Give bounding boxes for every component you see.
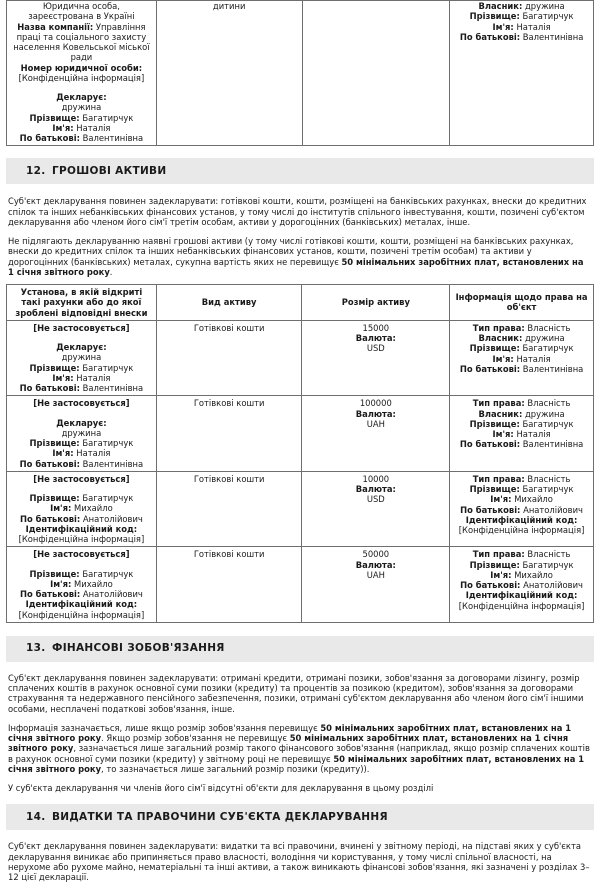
- surname-label: Прізвище:: [469, 559, 520, 570]
- section-13-intro: Суб'єкт декларування повинен задекларувати: отримані кредити, отримані позики, зобов'язання за договорами лізингу, розмір сплачених коштів в рахунок основної суми позики (кредиту) та процентів за позикою (кредитом), зобов'язання за договорами страхування та недержавного пенсійного забезпечення, позики, отримані суб'єктом декларування або членом його сім'ї іншими особами, несплачені податкові зобов'язання, інше.: [8, 672, 584, 714]
- section-12-header: [6, 158, 594, 184]
- patronymic-value: Анатолійович: [82, 589, 143, 599]
- not-applicable-text: [Не застосовується]: [33, 398, 130, 409]
- surname-label: Прізвище:: [29, 362, 80, 373]
- name-label: Ім'я:: [492, 353, 514, 364]
- surname-value: Багатирчук: [522, 418, 574, 429]
- patronymic-label: По батькові:: [459, 439, 521, 450]
- name-label: Ім'я:: [490, 569, 512, 580]
- legal-number-value: [Конфіденційна інформація]: [18, 72, 145, 83]
- patronymic-value: Валентинівна: [522, 363, 584, 374]
- previous-section-table-fragment: [6, 0, 594, 146]
- section-12-intro: Суб'єкт декларування повинен задекларувати: готівкові кошти, кошти, розміщені на банківських рахунках, внески до кредитних спілок та інших небанківських фінансових установ, у тому числі до інститутів спільного інвестування, кошти, позичені суб'єктом декларування або членом його сім'ї третім особам, активи у дорогоцінних (банківських) металах, інше.: [8, 196, 587, 227]
- id-code-label: Ідентифікаційний код:: [465, 590, 578, 601]
- right-type-value: Власність: [527, 398, 571, 409]
- amount-value: 50000: [362, 549, 390, 560]
- id-code-label: Ідентифікаційний код:: [25, 599, 138, 610]
- section-13-note: [6, 723, 594, 774]
- surname-value: Багатирчук: [522, 559, 574, 570]
- monetary-assets-table: [6, 284, 594, 623]
- column-header-asset-size: Розмір активу: [302, 285, 450, 321]
- note-text: . Якщо розмір зобов'язання не перевищує: [101, 733, 290, 743]
- table-row: [7, 396, 594, 472]
- not-applicable-text: [Не застосовується]: [33, 322, 130, 333]
- declarant-label: Декларує:: [56, 417, 107, 428]
- table-row: [7, 547, 594, 623]
- note-bold-text: 50 мінімальних заробітних плат, встановлених на 1 січня звітного року: [8, 733, 569, 754]
- note-text: , зазначається лише загальний розмір такого фінансового зобов'язання (наприклад, якщо розмір сплачених коштів в рахунок основної суми позики (кредиту) у звітному році не перевищує: [8, 743, 590, 764]
- name-value: Михайло: [514, 569, 553, 580]
- surname-value: Багатирчук: [82, 438, 134, 448]
- surname-value: Багатирчук: [522, 11, 574, 22]
- note-bold-text: 50 мінімальних заробітних плат, встановлених на 1 січня звітного року: [8, 753, 585, 774]
- section-title: ГРОШОВІ АКТИВИ: [52, 164, 167, 177]
- company-value: Управління праці та соціального захисту населення Ковельської міської ради: [13, 21, 150, 63]
- institution-cell: [7, 320, 157, 396]
- legal-form-text: Юридична особа, зареєстрована в Україні: [28, 1, 135, 22]
- name-label: Ім'я:: [52, 372, 74, 383]
- table-row: [7, 1, 594, 146]
- surname-value: Багатирчук: [82, 362, 134, 373]
- currency-value: USD: [366, 343, 385, 354]
- currency-value: USD: [366, 494, 385, 505]
- owner-value: дружина: [524, 333, 565, 343]
- id-code-value: [Конфіденційна інформація]: [18, 534, 145, 544]
- asset-type-cell: Готівкові кошти: [156, 471, 302, 547]
- name-value: Михайло: [74, 503, 113, 514]
- table-row: [7, 320, 594, 396]
- patronymic-label: По батькові:: [19, 458, 80, 469]
- name-label: Ім'я:: [492, 429, 514, 439]
- right-info-cell: [450, 471, 594, 547]
- name-label: Ім'я:: [52, 122, 74, 133]
- name-value: Михайло: [74, 578, 113, 589]
- name-label: Ім'я:: [50, 578, 72, 589]
- right-type-label: Тип права:: [472, 398, 525, 409]
- patronymic-label: По батькові:: [19, 513, 81, 524]
- section-number: 12.: [26, 164, 46, 177]
- column-header-institution: Установа, в якій відкриті такі рахунки або до якої зроблені відповідні внески: [7, 285, 157, 321]
- name-value: Наталія: [76, 448, 111, 459]
- surname-label: Прізвище:: [469, 484, 520, 494]
- section-title: ФІНАНСОВІ ЗОБОВ'ЯЗАННЯ: [52, 642, 225, 655]
- patronymic-label: По батькові:: [19, 589, 81, 599]
- right-info-cell: [450, 1, 594, 146]
- currency-value: UAH: [366, 418, 385, 429]
- right-info-cell: [450, 320, 594, 396]
- patronymic-value: Валентинівна: [522, 31, 584, 42]
- asset-size-cell: [302, 471, 450, 547]
- note-text: Інформація зазначається, лише якщо розмір зобов'язання перевищує: [8, 722, 321, 733]
- section-13-empty-notice: У суб'єкта декларування чи членів його сім'ї відсутні об'єкти для декларування в цьому розділі: [8, 783, 434, 793]
- column-header-asset-type: Вид активу: [156, 285, 302, 321]
- owner-label: Власник:: [478, 333, 523, 343]
- id-code-value: [Конфіденційна інформація]: [458, 600, 585, 611]
- patronymic-value: Валентинівна: [82, 133, 144, 143]
- note-bold-text: 50 мінімальних заробітних плат, встановлених на 1 січня звітного року: [8, 722, 572, 743]
- patronymic-value: Валентинівна: [82, 458, 144, 469]
- right-type-value: Власність: [527, 473, 571, 484]
- right-info-cell: [450, 396, 594, 472]
- right-info-cell: [450, 547, 594, 623]
- note-text: , то зазначається лише загальний розмір позики (кредиту)).: [101, 763, 370, 774]
- id-code-value: [Конфіденційна інформація]: [458, 525, 585, 535]
- owner-label: Власник:: [478, 1, 523, 11]
- currency-label: Валюта:: [355, 408, 396, 419]
- section-number: 14.: [26, 810, 46, 823]
- surname-label: Прізвище:: [29, 493, 80, 503]
- declarant-label: Декларує:: [56, 92, 107, 102]
- not-applicable-text: [Не застосовується]: [33, 549, 130, 560]
- owner-label: Власник:: [478, 408, 523, 419]
- patronymic-label: По батькові:: [19, 133, 80, 143]
- institution-cell: [7, 396, 157, 472]
- name-value: Наталія: [516, 21, 551, 32]
- asset-size-cell: [302, 320, 450, 396]
- asset-type-cell: Готівкові кошти: [156, 320, 302, 396]
- surname-label: Прізвище:: [469, 343, 520, 354]
- institution-cell: [7, 471, 157, 547]
- amount-value: 15000: [362, 322, 390, 333]
- patronymic-label: По батькові:: [459, 363, 521, 374]
- right-type-value: Власність: [527, 549, 571, 560]
- id-code-label: Ідентифікаційний код:: [25, 523, 138, 534]
- declarant-value: дружина: [61, 102, 102, 113]
- column-header-right-info: Інформація щодо права на об'єкт: [450, 285, 594, 321]
- note-text: Не підлягають декларуванню наявні грошові активи (у тому числі готівкові кошти, кошти, розміщені на банківських рахунках, внески до кредитних спілок та інших небанківських фінансових установ, кошти, позичені третім особам) та активи у дорогоцінних (банківських) металах, сукупна вартість яких не перевищує: [8, 236, 574, 267]
- surname-value: Багатирчук: [522, 343, 574, 354]
- section-title: ВИДАТКИ ТА ПРАВОЧИНИ СУБ'ЄКТА ДЕКЛАРУВАННЯ: [52, 810, 388, 823]
- patronymic-value: Анатолійович: [82, 513, 143, 524]
- name-value: Наталія: [76, 372, 111, 383]
- name-value: Наталія: [516, 429, 551, 439]
- surname-label: Прізвище:: [469, 418, 520, 429]
- owner-value: дружина: [524, 408, 565, 419]
- table-row: [7, 471, 594, 547]
- note-bold-text: 50 мінімальних заробітних плат, встановлених на 1 січня звітного року: [8, 256, 584, 277]
- name-value: Наталія: [516, 353, 551, 364]
- right-type-label: Тип права:: [472, 473, 525, 484]
- asset-type-cell: Готівкові кошти: [156, 547, 302, 623]
- name-value: Михайло: [514, 494, 553, 505]
- surname-label: Прізвище:: [469, 11, 520, 22]
- id-code-value: [Конфіденційна інформація]: [18, 609, 145, 620]
- id-code-label: Ідентифікаційний код:: [465, 514, 578, 525]
- section-13-header: [6, 636, 594, 662]
- currency-label: Валюта:: [355, 484, 396, 494]
- surname-value: Багатирчук: [82, 112, 134, 123]
- name-label: Ім'я:: [52, 448, 74, 459]
- asset-size-cell: [302, 396, 450, 472]
- name-value: Наталія: [76, 122, 111, 133]
- patronymic-label: По батькові:: [460, 580, 521, 590]
- currency-value: UAH: [366, 569, 385, 580]
- surname-value: Багатирчук: [522, 484, 574, 494]
- asset-size-cell: [302, 547, 450, 623]
- currency-label: Валюта:: [355, 559, 396, 570]
- patronymic-value: Валентинівна: [522, 439, 584, 450]
- object-type-text: дитини: [212, 1, 246, 11]
- owner-value: дружина: [525, 1, 565, 11]
- right-type-label: Тип права:: [472, 549, 525, 560]
- amount-value: 100000: [359, 398, 392, 409]
- surname-value: Багатирчук: [82, 568, 134, 579]
- patronymic-value: Анатолійович: [523, 504, 584, 515]
- surname-label: Прізвище:: [29, 112, 80, 123]
- name-label: Ім'я:: [492, 21, 514, 32]
- surname-value: Багатирчук: [82, 493, 134, 503]
- right-type-value: Власність: [527, 322, 571, 333]
- name-label: Ім'я:: [490, 494, 512, 505]
- table-header-row: [7, 285, 594, 321]
- asset-type-cell: Готівкові кошти: [156, 396, 302, 472]
- name-label: Ім'я:: [50, 503, 72, 514]
- legal-number-label: Номер юридичної особи:: [20, 62, 143, 73]
- surname-label: Прізвище:: [29, 438, 80, 448]
- institution-cell: [7, 547, 157, 623]
- right-type-label: Тип права:: [472, 322, 525, 333]
- patronymic-label: По батькові:: [459, 31, 521, 42]
- company-label: Назва компанії:: [17, 21, 94, 32]
- patronymic-value: Валентинівна: [82, 383, 144, 393]
- patronymic-value: Анатолійович: [523, 580, 584, 590]
- section-14-intro: Суб'єкт декларування повинен задекларувати: видатки та всі правочини, вчинені у звітному періоді, на підставі яких у суб'єкта декларування виникає або припиняється право власності, володіння чи користування, у тому числі спільної власності, на нерухоме або рухоме майно, нематеріальні та інші активи, а також виникають фінансові зобов'язання, які зазначені у розділах 3–12 цієї декларації.: [8, 841, 590, 882]
- declarant-value: дружина: [61, 352, 102, 363]
- section-12-note: [6, 236, 594, 277]
- currency-label: Валюта:: [355, 333, 396, 343]
- empty-cell: [302, 1, 450, 146]
- patronymic-label: По батькові:: [19, 383, 80, 393]
- amount-value: 10000: [362, 473, 390, 484]
- surname-label: Прізвище:: [29, 568, 80, 579]
- section-number: 13.: [26, 642, 46, 655]
- not-applicable-text: [Не застосовується]: [33, 473, 130, 484]
- section-14-header: [6, 804, 594, 830]
- note-end: .: [109, 266, 113, 277]
- declarant-label: Декларує:: [56, 342, 107, 352]
- patronymic-label: По батькові:: [460, 504, 521, 515]
- object-type-cell: [156, 1, 302, 146]
- company-info-cell: [7, 1, 157, 146]
- declarant-value: дружина: [61, 427, 102, 438]
